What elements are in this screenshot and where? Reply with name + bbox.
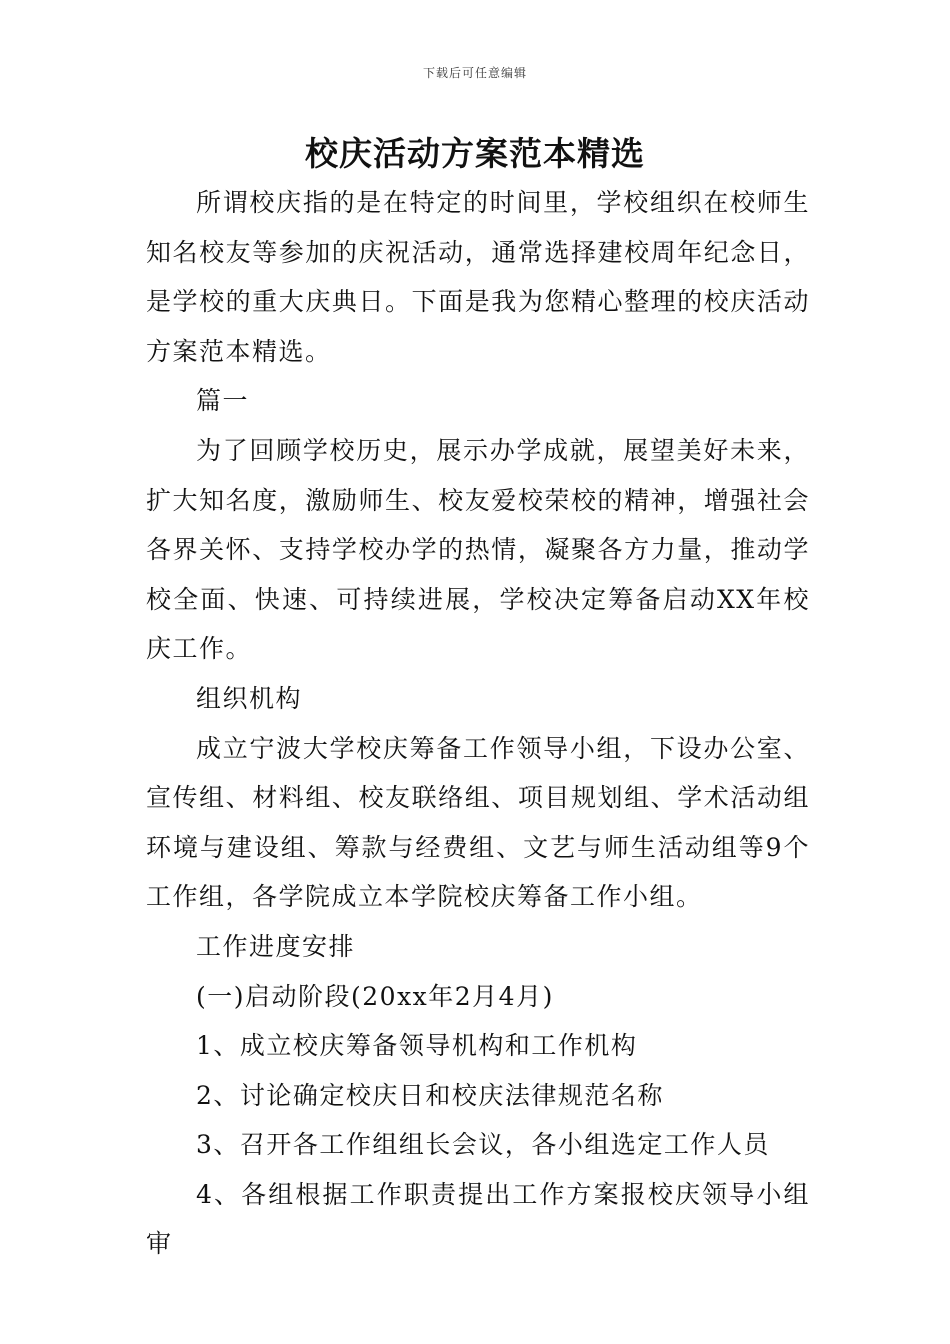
paragraph-phase-one: (一)启动阶段(20xx年2月4月)	[196, 981, 554, 1011]
paragraph-purpose: 为了回顾学校历史，展示办学成就，展望美好未来，扩大知名度，激励师生、校友爱校荣校的精神，增强社会各界关怀、支持学校办学的热情，凝聚各方力量，推动学校全面、快速、可持续进展，学校决定筹备启动XX年校庆工作。	[146, 435, 810, 664]
document-body	[146, 178, 810, 1269]
list-item-2: 2、讨论确定校庆日和校庆法律规范名称	[196, 1080, 664, 1110]
paragraph-organization: 成立宁波大学校庆筹备工作领导小组，下设办公室、宣传组、材料组、校友联络组、项目规划组、学术活动组环境与建设组、筹款与经费组、文艺与师生活动组等9个工作组，各学院成立本学院校庆筹备工作小组。	[146, 733, 810, 912]
page-title: 校庆活动方案范本精选	[305, 134, 645, 173]
section-heading-organization: 组织机构	[196, 683, 303, 713]
section-heading-schedule: 工作进度安排	[196, 931, 356, 961]
list-item-4: 4、各组根据工作职责提出工作方案报校庆领导小组审	[146, 1179, 810, 1259]
list-item-3: 3、召开各工作组组长会议，各小组选定工作人员	[196, 1130, 770, 1160]
section-heading-part-one: 篇一	[196, 386, 250, 416]
header-note: 下载后可任意编辑	[422, 66, 527, 80]
list-item-1: 1、成立校庆筹备领导机构和工作机构	[196, 1031, 638, 1061]
paragraph-intro: 所谓校庆指的是在特定的时间里，学校组织在校师生知名校友等参加的庆祝活动，通常选择建校周年纪念日，是学校的重大庆典日。下面是我为您精心整理的校庆活动方案范本精选。	[146, 188, 810, 366]
